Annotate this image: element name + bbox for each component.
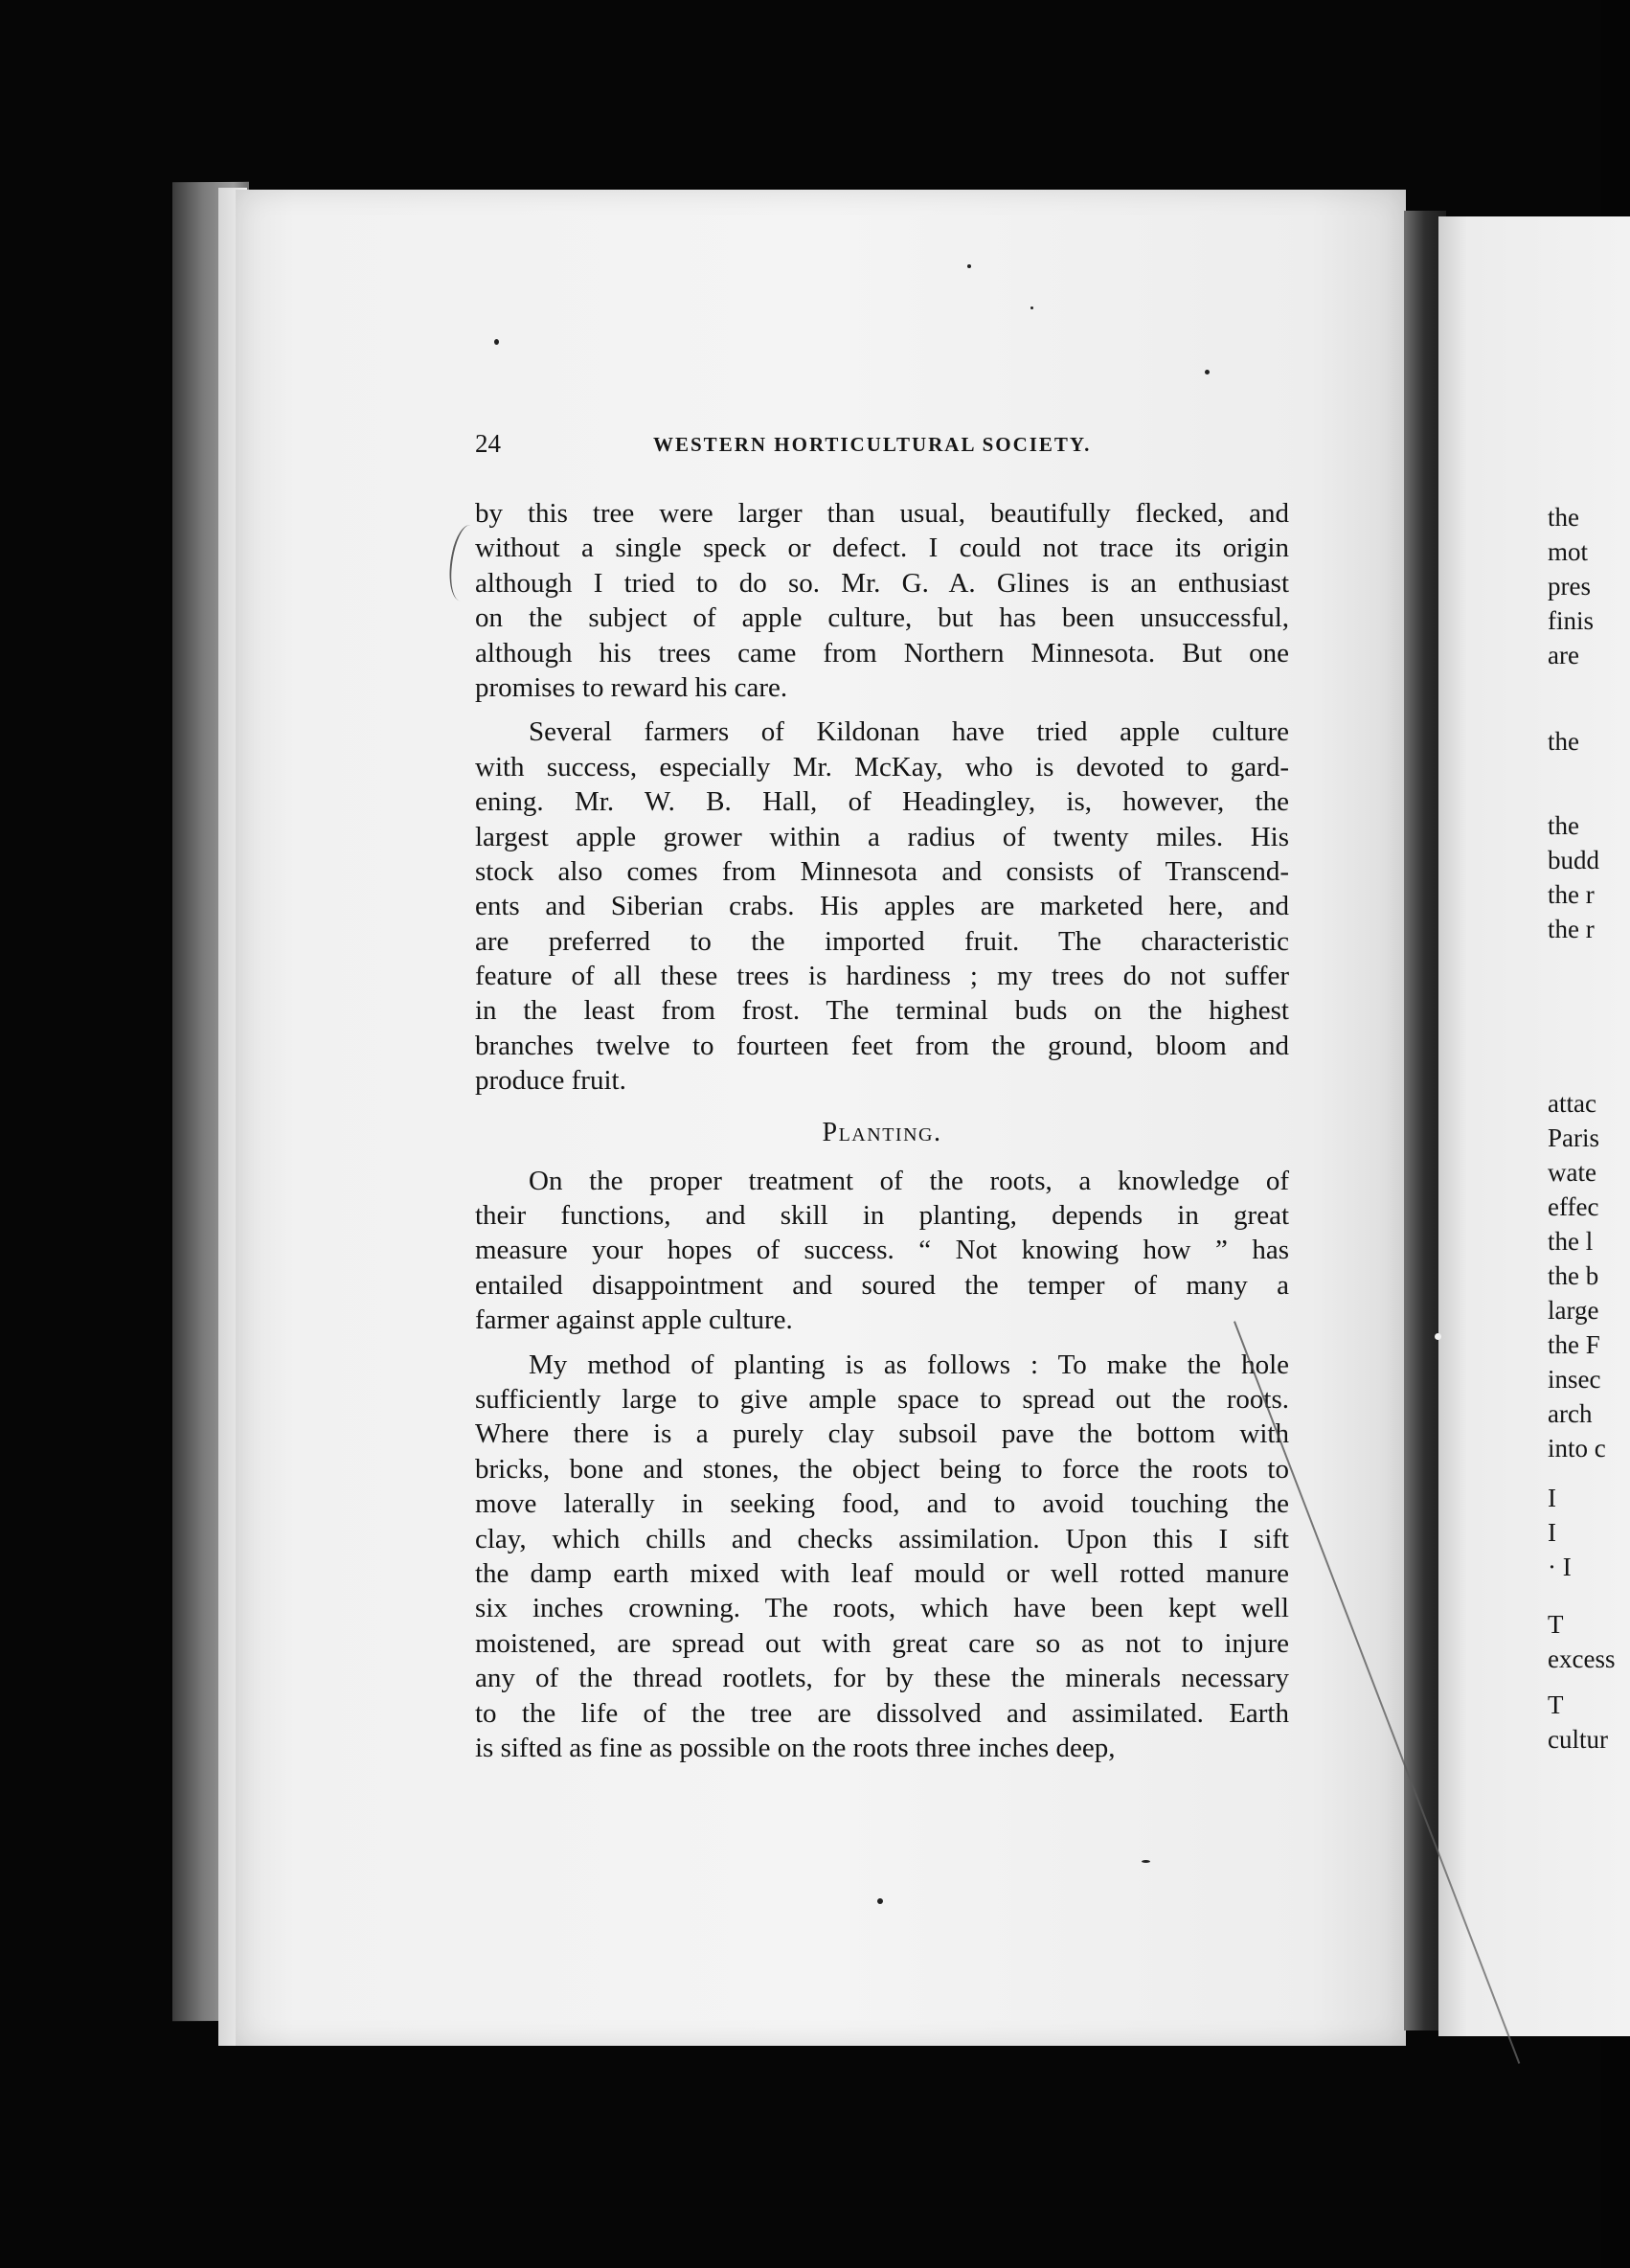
text-line: moistened, are spread out with great care so as not to injure [475,1627,1289,1659]
dust-speck [1205,370,1210,374]
text-line: move laterally in seeking food, and to avoid touching the [475,1488,1289,1520]
facing-page-fragment: I [1548,1484,1556,1512]
text-line: Where there is a purely clay subsoil pave the bottom with [475,1418,1289,1450]
body-text [475,496,1289,1765]
running-head: WESTERN HORTICULTURAL SOCIETY. [653,433,1092,456]
text-line: ents and Siberian crabs. His apples are marketed here, and [475,891,1289,922]
facing-page-fragment: T [1548,1690,1564,1719]
facing-page-fragment: insec [1548,1365,1601,1394]
facing-page-text-group-3 [1548,808,1599,946]
text-line: feature of all these trees is hardiness ; my trees do not suffer [475,961,1289,992]
paragraph [475,496,1289,705]
text-line: Several farmers of Kildonan have tried apple culture [529,716,1289,748]
text-line: produce fruit. [475,1065,626,1097]
text-line: although I tried to do so. Mr. G. A. Glines is an enthusiast [475,567,1289,599]
text-line: to the life of the tree are dissolved and assimilated. Earth [475,1697,1289,1729]
facing-page-text-group-7 [1548,1688,1608,1757]
text-line: six inches crowning. The roots, which have been kept well [475,1593,1289,1624]
dust-speck [877,1898,883,1904]
facing-page-fragment: mot [1548,537,1589,566]
text-line: any of the thread rootlets, for by these the minerals necessary [475,1663,1289,1694]
facing-page-fragment: into c [1548,1434,1606,1463]
facing-page-fragment: the [1548,727,1579,756]
page-number: 24 [475,429,501,458]
facing-page-fragment: Paris [1548,1123,1599,1152]
text-line: On the proper treatment of the roots, a knowledge of [529,1165,1289,1196]
facing-page-fragment: T [1548,1610,1564,1639]
dust-speck [494,339,499,345]
text-line: by this tree were larger than usual, beautifully flecked, and [475,498,1289,529]
text-line: My method of planting is as follows : To make the hole [529,1349,1289,1380]
facing-page-fragment: the r [1548,915,1595,943]
text-line: measure your hopes of success. “ Not knowing how ” has [475,1235,1289,1266]
text-line: clay, which chills and checks assimilation. Upon this I sift [475,1523,1289,1554]
text-line: the damp earth mixed with leaf mould or well rotted manure [475,1557,1289,1589]
text-line: their functions, and skill in planting, depends in great [475,1200,1289,1232]
dust-speck [1030,306,1033,309]
facing-page-fragment: pres [1548,572,1591,601]
facing-page-text-group-5 [1548,1481,1572,1584]
facing-page-fragment: arch [1548,1399,1593,1428]
dust-speck [1435,1333,1441,1340]
text-line: branches twelve to fourteen feet from the ground, bloom and [475,1030,1289,1061]
text-line: on the subject of apple culture, but has been unsuccessful, [475,602,1289,634]
facing-page-text-group-4 [1548,1086,1606,1465]
facing-page-text-group-6 [1548,1607,1615,1676]
facing-page-fragment: effec [1548,1192,1599,1221]
facing-page-fragment: · I [1548,1553,1572,1581]
facing-page-fragment: the l [1548,1227,1594,1256]
paragraph [475,1348,1289,1766]
facing-page-text-group-1 [1548,500,1594,672]
text-line: sufficiently large to give ample space to spread out the roots. [475,1383,1289,1415]
facing-page-fragment: the [1548,811,1579,840]
facing-page-fragment: I [1548,1518,1556,1547]
facing-page-fragment: excess [1548,1644,1616,1673]
text-line: in the least from frost. The terminal buds on the highest [475,995,1289,1027]
text-line: with success, especially Mr. McKay, who is devoted to gard- [475,751,1289,782]
text-line: entailed disappointment and soured the temper of many a [475,1269,1289,1301]
facing-page-fragment: the F [1548,1330,1600,1359]
facing-page-fragment: budd [1548,846,1599,874]
facing-page-fragment: are [1548,641,1579,669]
facing-page-fragment: cultur [1548,1725,1608,1754]
text-line: although his trees came from Northern Minnesota. But one [475,637,1289,669]
facing-page-fragment: the b [1548,1261,1599,1290]
text-line: largest apple grower within a radius of twenty miles. His [475,821,1289,852]
text-line: farmer against apple culture. [475,1304,793,1336]
facing-page-fragment: the r [1548,880,1595,909]
facing-page-fragment: finis [1548,606,1595,635]
facing-page-text-group-2 [1548,724,1579,759]
text-line: without a single speck or defect. I could not trace its origin [475,533,1289,564]
section-heading: Planting. [822,1117,942,1147]
paragraph [475,1164,1289,1338]
text-line: are preferred to the imported fruit. The characteristic [475,925,1289,957]
text-line: stock also comes from Minnesota and consists of Transcend- [475,855,1289,887]
dust-speck [967,264,971,268]
dust-speck [1142,1860,1150,1863]
facing-page-fragment: attac [1548,1089,1596,1118]
text-line: promises to reward his care. [475,671,788,703]
text-line: ening. Mr. W. B. Hall, of Headingley, is, however, the [475,786,1289,818]
facing-page-fragment: wate [1548,1158,1596,1187]
paragraph [475,714,1289,1098]
facing-page-fragment: large [1548,1296,1599,1325]
text-line: bricks, bone and stones, the object being to force the roots to [475,1453,1289,1485]
text-line: is sifted as fine as possible on the roots three inches deep, [475,1732,1116,1763]
facing-page-fragment: the [1548,503,1579,532]
